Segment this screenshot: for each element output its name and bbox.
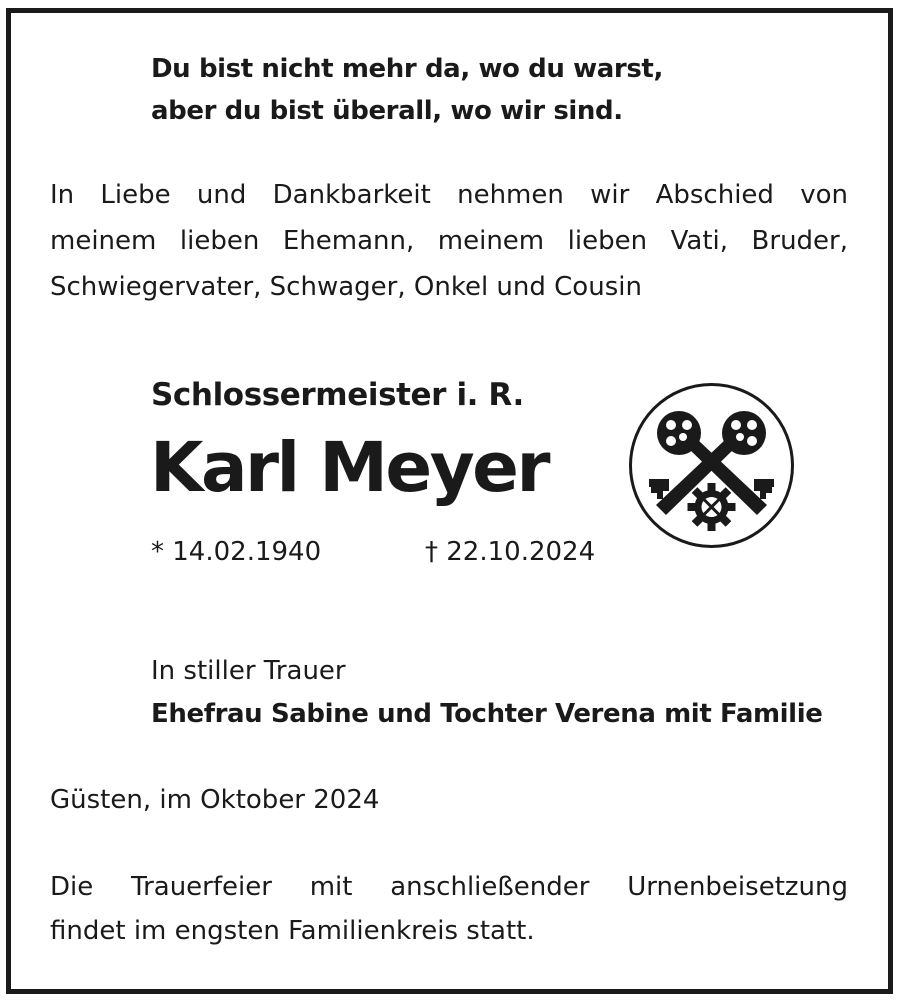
deceased-name: Karl Meyer (150, 428, 548, 508)
motto (151, 48, 663, 132)
mourners-names: Ehefrau Sabine und Tochter Verena mit Familie (151, 699, 823, 729)
intro-text (50, 172, 848, 310)
ceremony-line-2: findet im engsten Familienkreis statt. (50, 916, 535, 946)
ceremony-note (50, 865, 848, 953)
birth-date: * 14.02.1940 (151, 537, 322, 567)
place-and-date: Güsten, im Oktober 2024 (50, 785, 380, 815)
intro-line-2: meinem lieben Ehemann, meinem lieben Vati, Bruder, (50, 226, 848, 256)
intro-line-1: In Liebe und Dankbarkeit nehmen wir Abschied von (50, 180, 848, 210)
ceremony-line-1: Die Trauerfeier mit anschließender Urnenbeisetzung (50, 872, 848, 902)
motto-line-2: aber du bist überall, wo wir sind. (151, 96, 623, 126)
mourning-label: In stiller Trauer (151, 656, 346, 686)
crossed-keys-gear-icon (627, 381, 796, 550)
deceased-occupation: Schlossermeister i. R. (151, 377, 524, 413)
death-date: † 22.10.2024 (425, 537, 596, 567)
motto-line-1: Du bist nicht mehr da, wo du warst, (151, 54, 663, 84)
intro-line-3: Schwiegervater, Schwager, Onkel und Cousin (50, 272, 642, 302)
